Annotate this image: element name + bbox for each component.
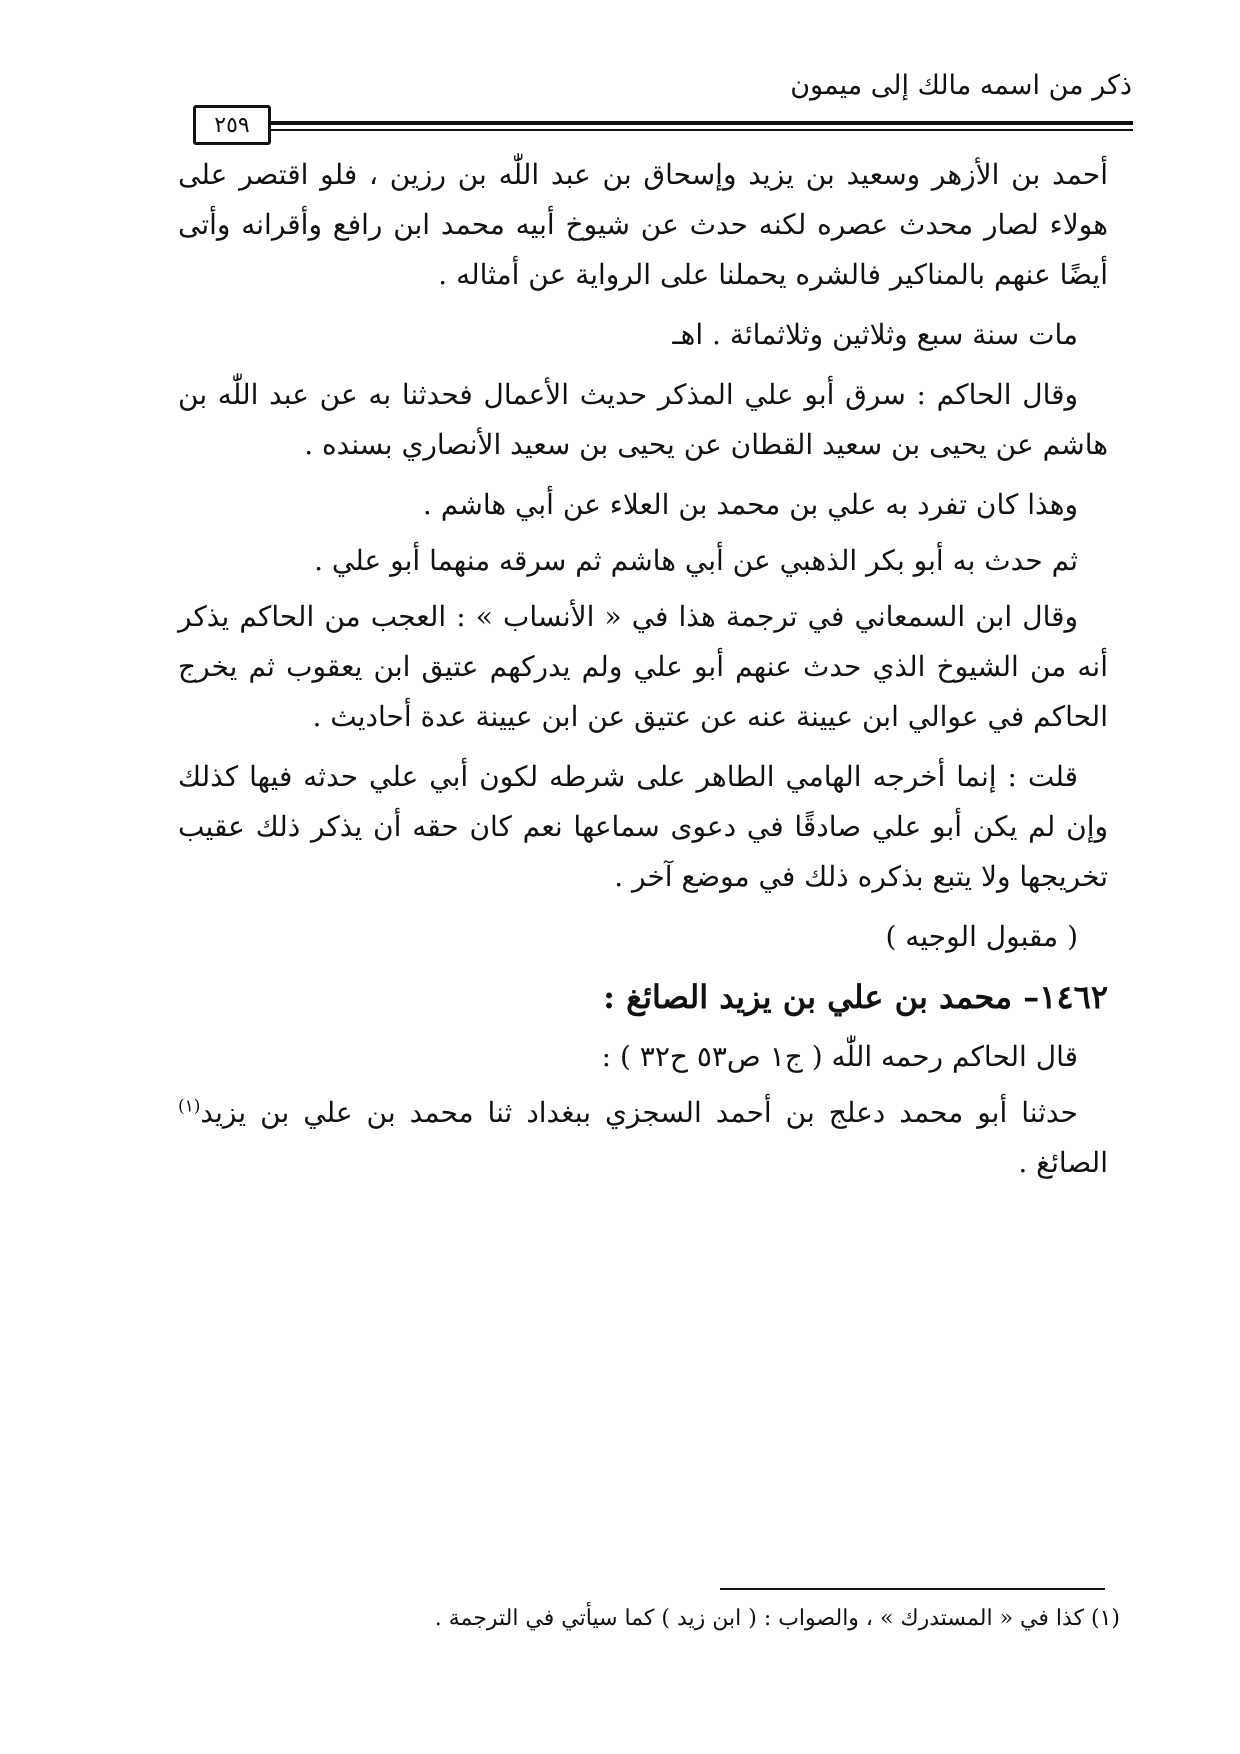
paragraph: أحمد بن الأزهر وسعيد بن يزيد وإسحاق بن عبد اللّٰه بن رزين ، فلو اقتصر على هولاء لصار محدث عصره لكنه حدث عن شيوخ أبيه محمد ابن رافع وأقرانه وأتى أيضًا عنهم بالمناكير فالشره يحملنا على الرواية عن أمثاله . [178, 158, 1108, 291]
page-number: ٢٥٩ [193, 105, 271, 145]
source-citation: قال الحاكم رحمه اللّٰه ( ج١ ص٥٣ ح٣٢ ) : [601, 1040, 1078, 1073]
isnad-paragraph [178, 1088, 1108, 1188]
header-rule [268, 121, 1133, 125]
header-rule-thin [268, 129, 1133, 131]
narrator-grade: ( مقبول الوجيه ) [885, 920, 1078, 953]
isnad-text-end: الصائغ . [1018, 1146, 1108, 1179]
paragraph: وقال الحاكم : سرق أبو علي المذكر حديث الأعمال فحدثنا به عن عبد اللّٰه بن هاشم عن يحيى بن سعيد القطان عن يحيى بن سعيد الأنصاري بسنده . [178, 378, 1108, 461]
isnad-text: حدثنا أبو محمد دعلج بن أحمد السجزي ببغداد ثنا محمد بن علي بن يزيد [200, 1096, 1078, 1129]
main-text [178, 150, 1108, 1198]
footnote-marker: (١) [178, 1096, 201, 1117]
paragraph: قلت : إنما أخرجه الهامي الطاهر على شرطه لكون أبي علي حدثه فيها كذلك وإن لم يكن أبو علي صادقًا في دعوى سماعها نعم كان حقه أن يذكر ذلك عقيب تخريجها ولا يتبع بذكره ذلك في موضع آخر . [178, 760, 1108, 893]
footnote-separator [720, 1588, 1105, 1590]
paragraph: ثم حدث به أبو بكر الذهبي عن أبي هاشم ثم سرقه منهما أبو علي . [314, 544, 1078, 577]
paragraph: وقال ابن السمعاني في ترجمة هذا في « الأنساب » : العجب من الحاكم يذكر أنه من الشيوخ الذي حدث عنهم أبو علي ولم يدركهم عتيق ابن يعقوب ثم يخرج الحاكم في عوالي ابن عيينة عنه عن عتيق عن ابن عيينة عدة أحاديث . [178, 600, 1108, 733]
running-header: ذكر من اسمه مالك إلى ميمون [790, 70, 1132, 101]
entry-heading: ١٤٦٢– محمد بن علي بن يزيد الصائغ : [603, 978, 1108, 1016]
footnote: (١) كذا في « المستدرك » ، والصواب : ( ابن زيد ) كما سيأتي في الترجمة . [434, 1606, 1120, 1631]
paragraph: وهذا كان تفرد به علي بن محمد بن العلاء عن أبي هاشم . [422, 488, 1078, 521]
paragraph: مات سنة سبع وثلاثين وثلاثمائة . اهـ [672, 318, 1078, 351]
